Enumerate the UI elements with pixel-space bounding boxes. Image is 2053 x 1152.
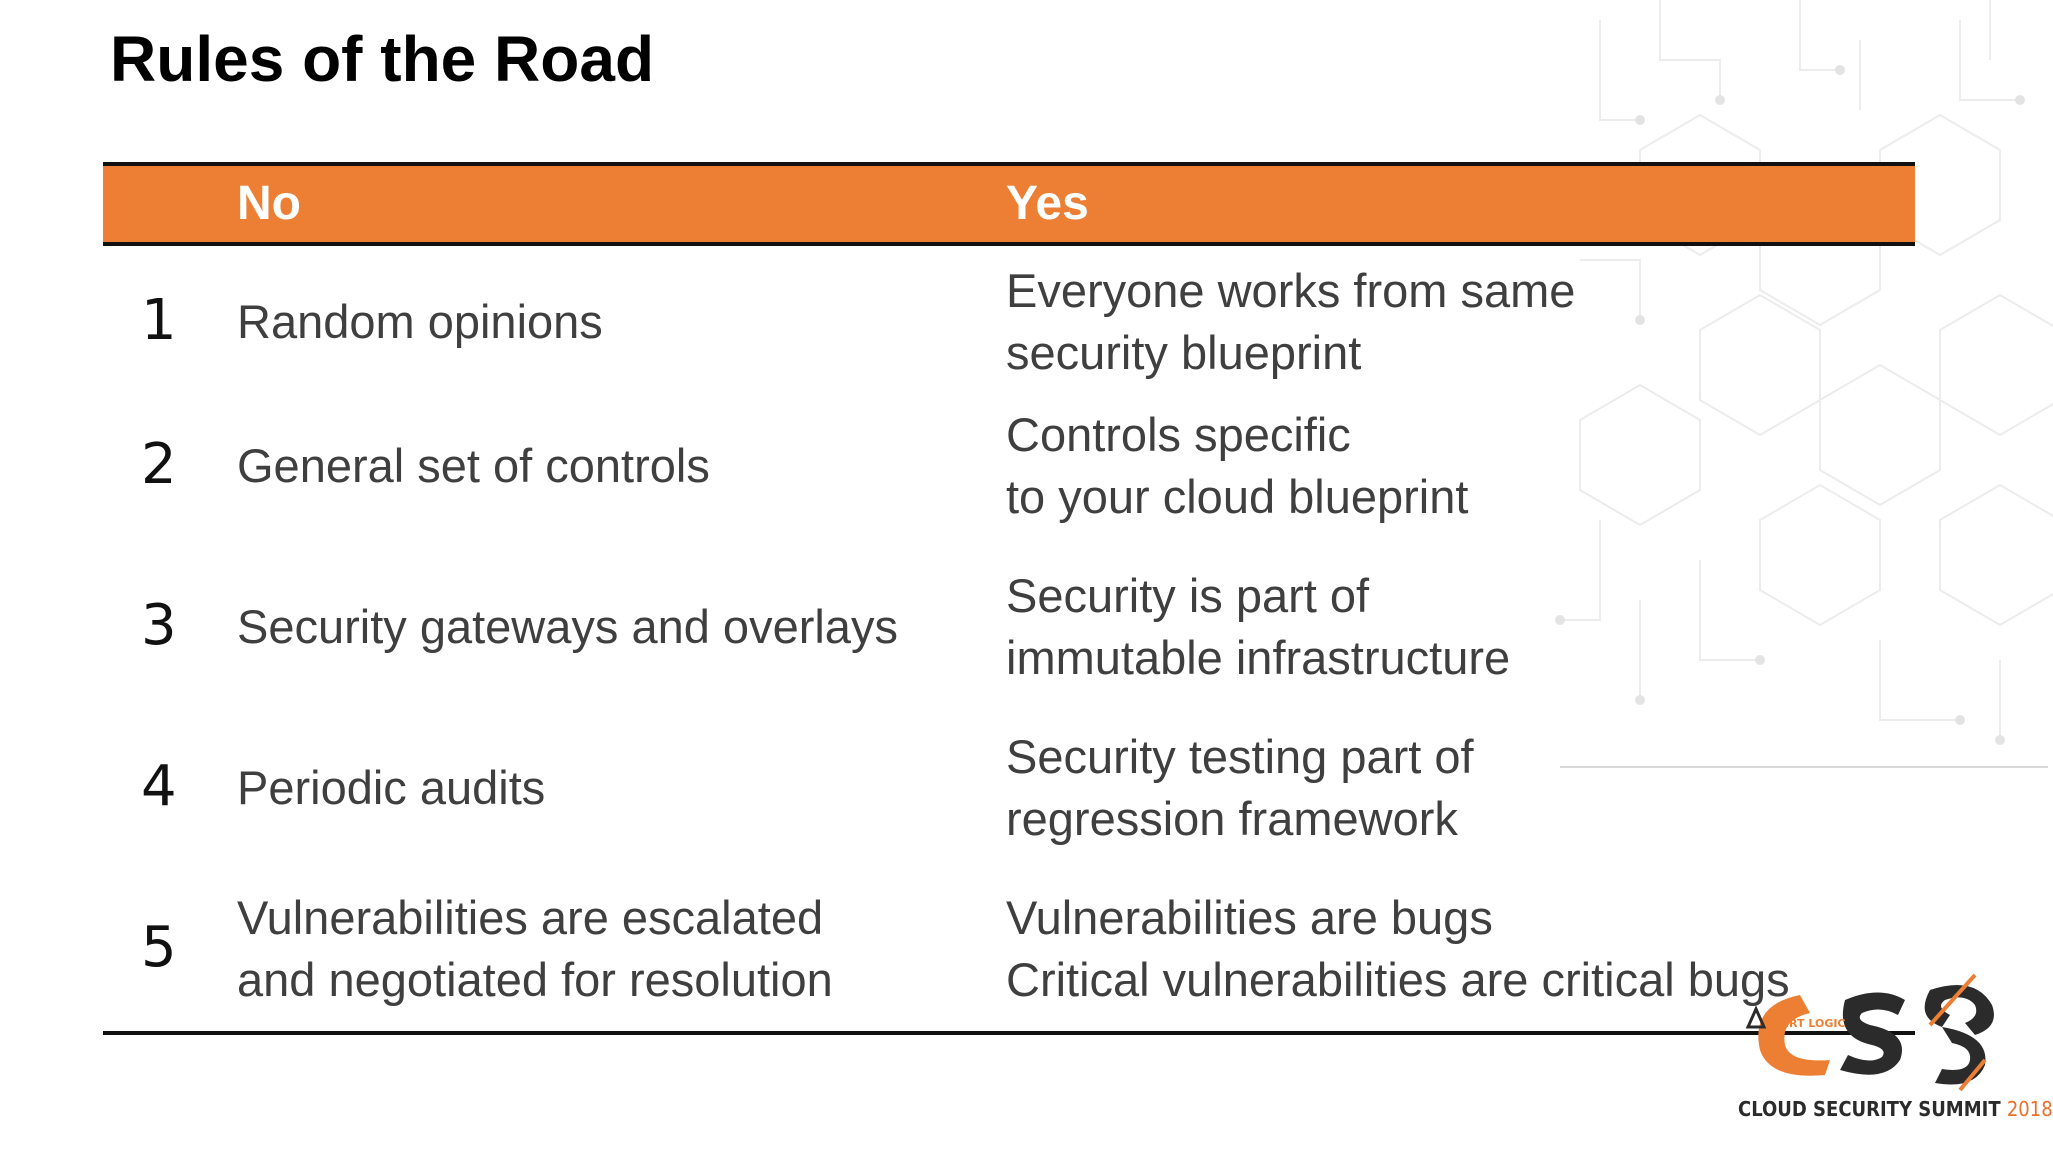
yes-text: Security is part of: [1006, 569, 1370, 622]
no-cell: [237, 291, 977, 353]
logo-caption-text: CLOUD SECURITY SUMMIT: [1738, 1097, 2001, 1121]
row-number: 2: [141, 432, 177, 497]
logo-brand: ALERT LOGIC: [1766, 1017, 1846, 1030]
table-header-row: [103, 166, 1915, 242]
yes-text: Critical vulnerabilities are critical bugs: [1006, 953, 1790, 1006]
no-text: Random opinions: [237, 295, 603, 348]
logo-caption: [1738, 1097, 2053, 1121]
no-text: Vulnerabilities are escalated: [237, 891, 824, 944]
yes-cell: [1006, 260, 1906, 384]
no-text: Security gateways and overlays: [237, 600, 898, 653]
yes-cell: [1006, 726, 1906, 850]
no-cell: [237, 596, 977, 658]
yes-text: Security testing part of: [1006, 730, 1474, 783]
table-header-rule: [103, 242, 1915, 246]
yes-text: regression framework: [1006, 792, 1458, 845]
header-no: No: [237, 177, 301, 230]
logo-year: 2018: [2006, 1097, 2053, 1121]
table-bottom-rule: [103, 1031, 1915, 1035]
yes-text: immutable infrastructure: [1006, 631, 1511, 684]
row-number: 3: [141, 593, 177, 658]
no-text: General set of controls: [237, 439, 710, 492]
yes-text: to your cloud blueprint: [1006, 470, 1469, 523]
header-yes: Yes: [1006, 177, 1089, 230]
no-text: Periodic audits: [237, 761, 546, 814]
logo-wordmark: CSS: [1860, 1023, 1862, 1024]
no-text: and negotiated for resolution: [237, 953, 833, 1006]
no-cell: [237, 757, 977, 819]
yes-text: Everyone works from same: [1006, 264, 1576, 317]
slide-title: Rules of the Road: [110, 23, 655, 95]
row-number: 4: [141, 754, 177, 819]
row-number: 5: [141, 915, 177, 980]
yes-text: security blueprint: [1006, 326, 1362, 379]
rules-table: [103, 162, 1915, 1035]
yes-text: Controls specific: [1006, 408, 1351, 461]
no-cell: [237, 435, 977, 497]
yes-cell: [1006, 404, 1906, 528]
row-number: 1: [141, 288, 177, 353]
yes-text: Vulnerabilities are bugs: [1006, 891, 1493, 944]
yes-cell: [1006, 565, 1906, 689]
no-cell: [237, 887, 977, 1011]
